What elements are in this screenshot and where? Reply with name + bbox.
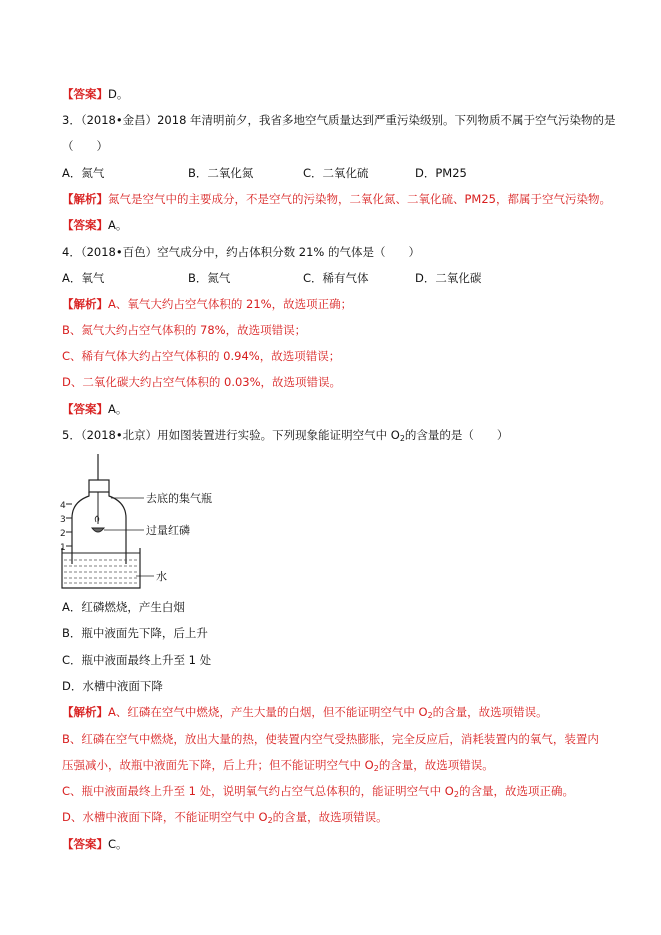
stopper: [89, 480, 109, 492]
scale-3: 3: [60, 515, 66, 525]
q5-option-a: A．红磷燃烧，产生白烟: [62, 600, 185, 614]
q4-analysis-d: D、二氧化碳大约占空气体积的 0.03%，故选项错误。: [62, 375, 342, 389]
q5-analysis-c: C、瓶中液面最终上升至 1 处，说明氧气约占空气总体积的，能证明空气中 $O_2$的含量，故选项正确。: [62, 784, 574, 799]
q5-option-c: C．瓶中液面最终上升至 1 处: [62, 653, 212, 667]
q3-option-a: A．氮气: [62, 166, 105, 180]
analysis-label: 【解析】: [62, 297, 108, 311]
q2-answer: [62, 86, 128, 102]
label-water: 水: [156, 570, 167, 583]
q4-analysis-b: B、氮气大约占空气体积的 78%，故选项错误；: [62, 323, 307, 337]
q4-option-c: C．稀有气体: [303, 271, 369, 285]
q3-option-c: C．二氧化硫: [303, 166, 369, 180]
q3-answer: [62, 217, 127, 233]
answer-label: 【答案】: [62, 402, 108, 416]
q4-analysis-line: A、氧气大约占空气体积的 21%，故选项正确；: [108, 297, 353, 311]
q5-analysis-d: D、水槽中液面下降，不能证明空气中 $O_2$的含量，故选项错误。: [62, 810, 388, 825]
experiment-figure: [56, 452, 256, 597]
answer-label: 【答案】: [62, 837, 108, 851]
q4-option-a: A．氧气: [62, 271, 105, 285]
scale-2: 2: [60, 529, 66, 539]
q5-stem: 5．（2018•北京）用如图装置进行实验。下列现象能证明空气中 $O_2$的含量的是（ ）: [62, 428, 509, 443]
q3-blank: （ ）: [62, 139, 108, 153]
label-phosphorus: 过量红磷: [146, 524, 190, 537]
answer-value: A。: [108, 218, 128, 232]
water-trough: [62, 548, 140, 588]
q5-option-b: B．瓶中液面先下降，后上升: [62, 626, 208, 640]
scale-1: 1: [60, 543, 66, 553]
q3-analysis-text: 氮气是空气中的主要成分，不是空气的污染物，二氧化氮、二氧化硫、PM25，都属于空气污染物。: [108, 192, 611, 206]
q4-stem: 4．（2018•百色）空气成分中，约占体积分数 21% 的气体是（ ）: [62, 245, 420, 259]
q3-analysis: [62, 191, 611, 207]
q5-analysis-a: 【解析】A、红磷在空气中燃烧，产生大量的白烟，但不能证明空气中 $O_2$的含量，故选项错误。: [62, 705, 548, 720]
analysis-label: 【解析】: [62, 192, 108, 206]
answer-value: D。: [108, 87, 129, 101]
scale-4: 4: [60, 501, 66, 511]
q4-option-b: B．氮气: [188, 271, 231, 285]
q5-option-d: D．水槽中液面下降: [62, 679, 163, 693]
q3-stem: 3．（2018•金昌）2018 年清明前夕，我省多地空气质量达到严重污染级别。下列物质不属于空气污染物的是: [62, 113, 616, 127]
q4-analysis-c: C、稀有气体大约占空气体积的 0.94%，故选项错误；: [62, 349, 341, 363]
q4-option-d: D．二氧化碳: [415, 271, 482, 285]
analysis-label: 【解析】: [62, 705, 108, 719]
q4-answer: [62, 401, 127, 417]
q3-option-d: D．PM25: [415, 166, 467, 180]
answer-label: 【答案】: [62, 87, 108, 101]
q5-answer: [62, 836, 128, 852]
label-bottle: 去底的集气瓶: [146, 492, 212, 505]
q5-analysis-b2: 压强减小，故瓶中液面先下降，后上升；但不能证明空气中 $O_2$的含量，故选项错误。: [62, 758, 494, 773]
q3-option-b: B．二氧化氮: [188, 166, 254, 180]
answer-label: 【答案】: [62, 218, 108, 232]
q4-analysis-a: [62, 296, 352, 312]
red-phosphorus-spoon: [92, 528, 104, 532]
q5-analysis-b1: B、红磷在空气中燃烧，放出大量的热，使装置内空气受热膨胀，完全反应后，消耗装置内的氧气，装置内: [62, 732, 599, 746]
answer-value: A。: [108, 402, 128, 416]
answer-value: C。: [108, 837, 128, 851]
water-surface: [64, 560, 138, 583]
